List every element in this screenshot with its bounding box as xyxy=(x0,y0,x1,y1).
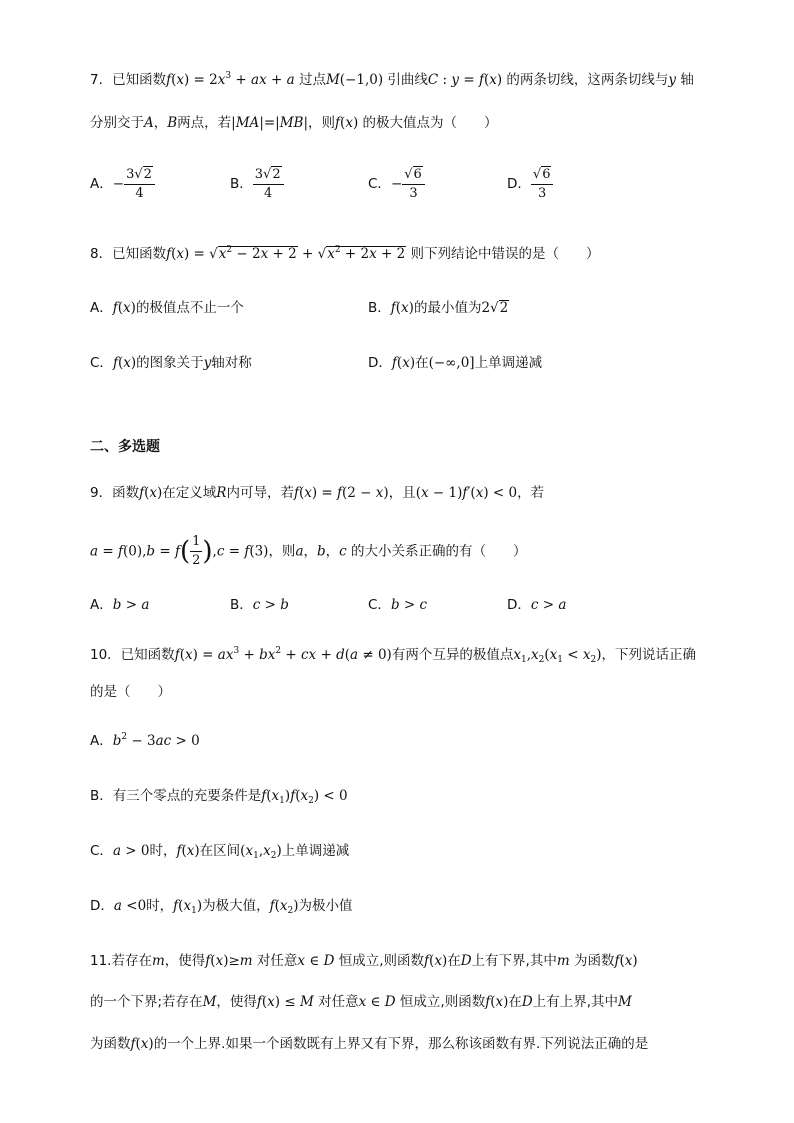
q8-option-b[interactable]: B．f(x)的最小值为2√2 xyxy=(368,300,509,316)
q9-option-b[interactable]: B．c > b xyxy=(230,597,289,613)
q8-option-a[interactable]: A．f(x)的极值点不止一个 xyxy=(90,300,244,316)
q8-option-c[interactable]: C．f(x)的图象关于y轴对称 xyxy=(90,355,252,371)
q9-line1: 9．函数f(x)在定义域R内可导，若f(x) = f(2 − x)，且(x − 1)f′(x) < 0，若 xyxy=(90,485,545,501)
q9-option-d[interactable]: D．c > a xyxy=(507,597,567,613)
q11-line1: 11.若存在m，使得f(x)≥m 对任意x ∈ D 恒成立,则函数f(x)在D上有下界,其中m 为函数f(x) xyxy=(90,953,638,969)
q10-line2: 的是（ ） xyxy=(90,684,171,700)
q11-line3: 为函数f(x)的一个上界.如果一个函数既有上界又有下界，那么称该函数有界.下列说法正确的是 xyxy=(90,1036,649,1052)
q10-option-a[interactable]: A．$b^2 - 3ac > 0$ xyxy=(90,732,200,749)
q7-option-d[interactable]: D． $\frac{√6}{3}$ xyxy=(507,166,553,202)
q7-option-b[interactable]: B． $\frac{3√2}{4}$ xyxy=(230,166,284,202)
q7-line2: 分别交于A，B两点，若|MA|=|MB|，则f(x) 的极大值点为（ ） xyxy=(90,115,498,131)
section-heading: 二、多选题 xyxy=(90,439,160,455)
q8-line1: 8．已知函数$f(x) = √x^2 - 2x + 2 + √x^2 + 2x + 2$ 则下列结论中错误的是（ ） xyxy=(90,245,600,262)
q10-option-c[interactable]: C．a > 0时，f(x)在区间$(x_1,x_2)$上单调递减 xyxy=(90,843,350,861)
q8-option-d[interactable]: D．f(x)在(−∞,0]上单调递减 xyxy=(368,355,543,371)
q9-option-a[interactable]: A．b > a xyxy=(90,597,150,613)
q10-option-b[interactable]: B．有三个零点的充要条件是$f(x_1)f(x_2) < 0$ xyxy=(90,788,348,806)
q9-line2: a = f(0),b = f( $\frac{1}{2}$ ),c = f(3)，则a，b，c 的大小关系正确的有（ ） xyxy=(90,534,527,568)
q7-line1: 7．已知函数$f(x) = 2x^3$ + ax + a 过点M(−1,0) 引曲线C : y = f(x) 的两条切线，这两条切线与y 轴 xyxy=(90,71,694,88)
q9-option-c[interactable]: C．b > c xyxy=(368,597,428,613)
q10-line1: 10．已知函数$f(x) = ax^3 + bx^2$ + cx + d(a ≠ 0)有两个互异的极值点$x_1,x_2(x_1 < x_2)$，下列说话正确 xyxy=(90,646,697,665)
q10-option-d[interactable]: D．a <0时，$f(x_1)$为极大值，$f(x_2)$为极小值 xyxy=(90,898,353,916)
q11-line2: 的一个下界;若存在M，使得f(x) ≤ M 对任意x ∈ D 恒成立,则函数f(x)在D上有上界,其中M xyxy=(90,994,632,1010)
q7-option-a[interactable]: A．− $\frac{3√2}{4}$ xyxy=(90,166,155,202)
q7-option-c[interactable]: C．− $\frac{√6}{3}$ xyxy=(368,166,425,202)
